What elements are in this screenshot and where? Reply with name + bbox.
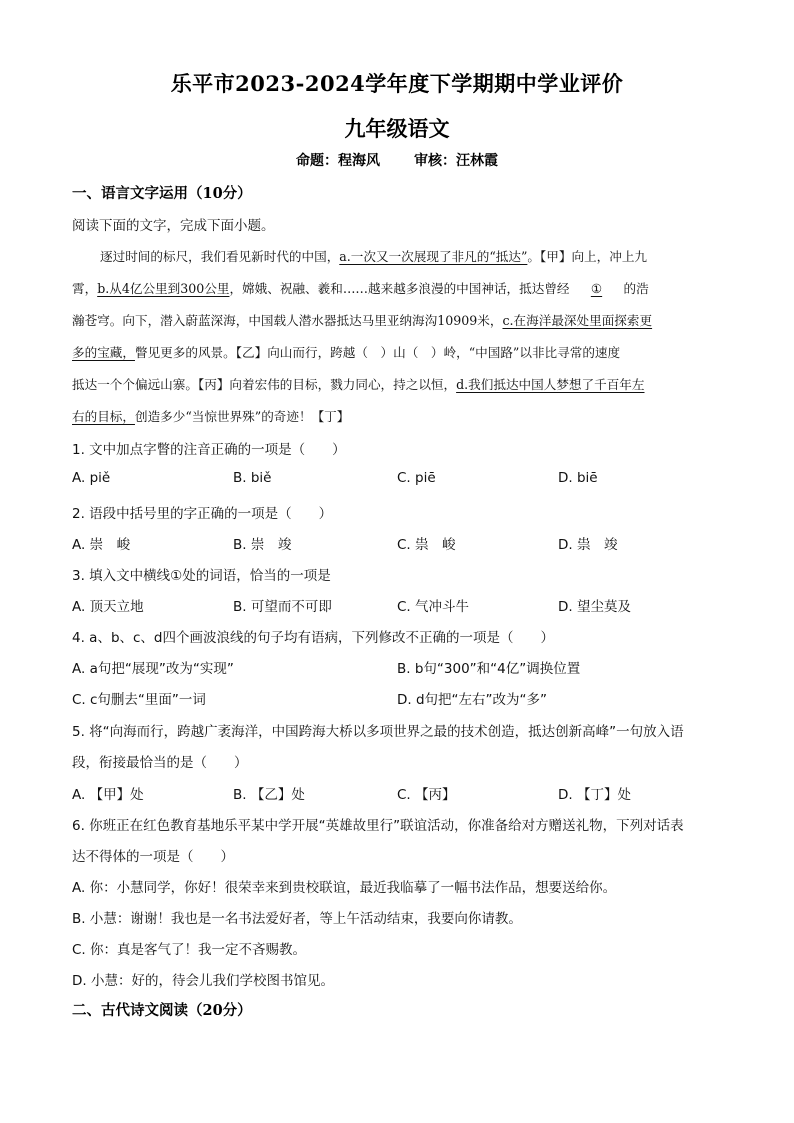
wavy-sentence-a: a.一次又一次展现了非凡的“抵达” xyxy=(339,249,528,264)
blank-1: ① xyxy=(590,281,603,296)
q1-option-d: D. biē xyxy=(558,470,598,486)
passage-line: 多的宝藏，瞥见更多的风景。【乙】向山而行，跨越（ ）山（ ）岭，“中国路”以非比寻常的速度 xyxy=(72,345,621,360)
q6-option-b: B. 小慧：谢谢！我也是一名书法爱好者，等上午活动结束，我要向你请教。 xyxy=(72,911,522,927)
q3-option-d: D. 望尘莫及 xyxy=(558,599,631,615)
passage-line: 霄，b.从4亿公里到300公里，嫦娥、祝融、羲和……越来越多浪漫的中国神话，抵达曾经 ① 的浩 xyxy=(72,281,649,296)
reviewer-label: 审核：汪林霞 xyxy=(414,153,498,169)
q1-option-c: C. piē xyxy=(397,470,436,486)
q6-option-d: D. 小慧：好的，待会儿我们学校图书馆见。 xyxy=(72,973,334,989)
wavy-sentence-d: d.我们抵达中国人梦想了千百年左 xyxy=(456,377,645,392)
exam-credits xyxy=(0,150,794,170)
passage-line: 逐过时间的标尺，我们看见新时代的中国，a.一次又一次展现了非凡的“抵达”。【甲】向上，冲上九 xyxy=(100,249,648,264)
q6-option-a: A. 你：小慧同学，你好！很荣幸来到贵校联谊，最近我临摹了一幅书法作品，想要送给你。 xyxy=(72,880,617,896)
q5-option-a: A. 【甲】处 xyxy=(72,787,144,803)
wavy-sentence-c-end: 多的宝藏， xyxy=(72,345,135,360)
passage-line: 右的目标，创造多少“当惊世界殊”的奇迹！【丁】 xyxy=(72,409,350,424)
author-label: 命题：程海风 xyxy=(296,153,380,169)
question-6-cont: 达不得体的一项是（ ） xyxy=(72,849,234,865)
question-4: 4. a、b、c、d四个画波浪线的句子均有语病，下列修改不正确的一项是（ ） xyxy=(72,630,555,646)
question-6: 6. 你班正在红色教育基地乐平某中学开展“英雄故里行”联谊活动，你准备给对方赠送礼物，下列对话表 xyxy=(72,818,684,834)
wavy-sentence-b: b.从4亿公里到300公里 xyxy=(97,281,230,296)
wavy-sentence-d-end: 右的目标， xyxy=(72,409,135,424)
q2-option-d: D. 祟 竣 xyxy=(558,537,618,553)
reading-instruction: 阅读下面的文字，完成下面小题。 xyxy=(72,218,275,234)
question-5: 5. 将“向海而行，跨越广袤海洋，中国跨海大桥以多项世界之最的技术创造，抵达创新高峰”一句放入语 xyxy=(72,724,684,740)
question-1: 1. 文中加点字瞥的注音正确的一项是（ ） xyxy=(72,442,346,458)
wavy-sentence-c: c.在海洋最深处里面探索更 xyxy=(502,313,653,328)
exam-subject: 九年级语文 xyxy=(344,116,450,141)
q3-option-c: C. 气冲斗牛 xyxy=(397,599,470,615)
q2-option-b: B. 崇 竣 xyxy=(233,537,292,553)
q5-option-b: B. 【乙】处 xyxy=(233,787,305,803)
question-5-cont: 段，衔接最恰当的是（ ） xyxy=(72,755,248,771)
q6-option-c: C. 你：真是客气了！我一定不吝赐教。 xyxy=(72,942,307,958)
exam-title: 乐平市2023-2024学年度下学期期中学业评价 xyxy=(170,71,624,96)
q5-option-d: D. 【丁】处 xyxy=(558,787,631,803)
q2-option-a: A. 崇 峻 xyxy=(72,537,131,553)
q4-option-d: D. d句把“左右”改为“多” xyxy=(397,692,548,708)
q1-option-a: A. piě xyxy=(72,470,111,486)
q4-option-b: B. b句“300”和“4亿”调换位置 xyxy=(397,661,581,677)
q3-option-a: A. 顶天立地 xyxy=(72,599,144,615)
passage-line: 瀚苍穹。向下，潜入蔚蓝深海，中国载人潜水器抵达马里亚纳海沟10909米，c.在海洋最深处里面探索更 xyxy=(72,313,653,328)
q5-option-c: C. 【丙】 xyxy=(397,787,456,803)
q1-option-b: B. biě xyxy=(233,470,272,486)
q4-option-c: C. c句删去“里面”一词 xyxy=(72,692,206,708)
question-3: 3. 填入文中横线①处的词语，恰当的一项是 xyxy=(72,568,331,584)
q4-option-a: A. a句把“展现”改为“实现” xyxy=(72,661,234,677)
q3-option-b: B. 可望而不可即 xyxy=(233,599,332,615)
section-2-heading: 二、古代诗文阅读（20分） xyxy=(72,1002,252,1019)
section-1-heading: 一、语言文字运用（10分） xyxy=(72,185,252,202)
question-2: 2. 语段中括号里的字正确的一项是（ ） xyxy=(72,506,333,522)
passage-line: 抵达一个个偏远山寨。【丙】向着宏伟的目标，戮力同心，持之以恒，d.我们抵达中国人梦想了千百年左 xyxy=(72,377,645,392)
q2-option-c: C. 祟 峻 xyxy=(397,537,456,553)
